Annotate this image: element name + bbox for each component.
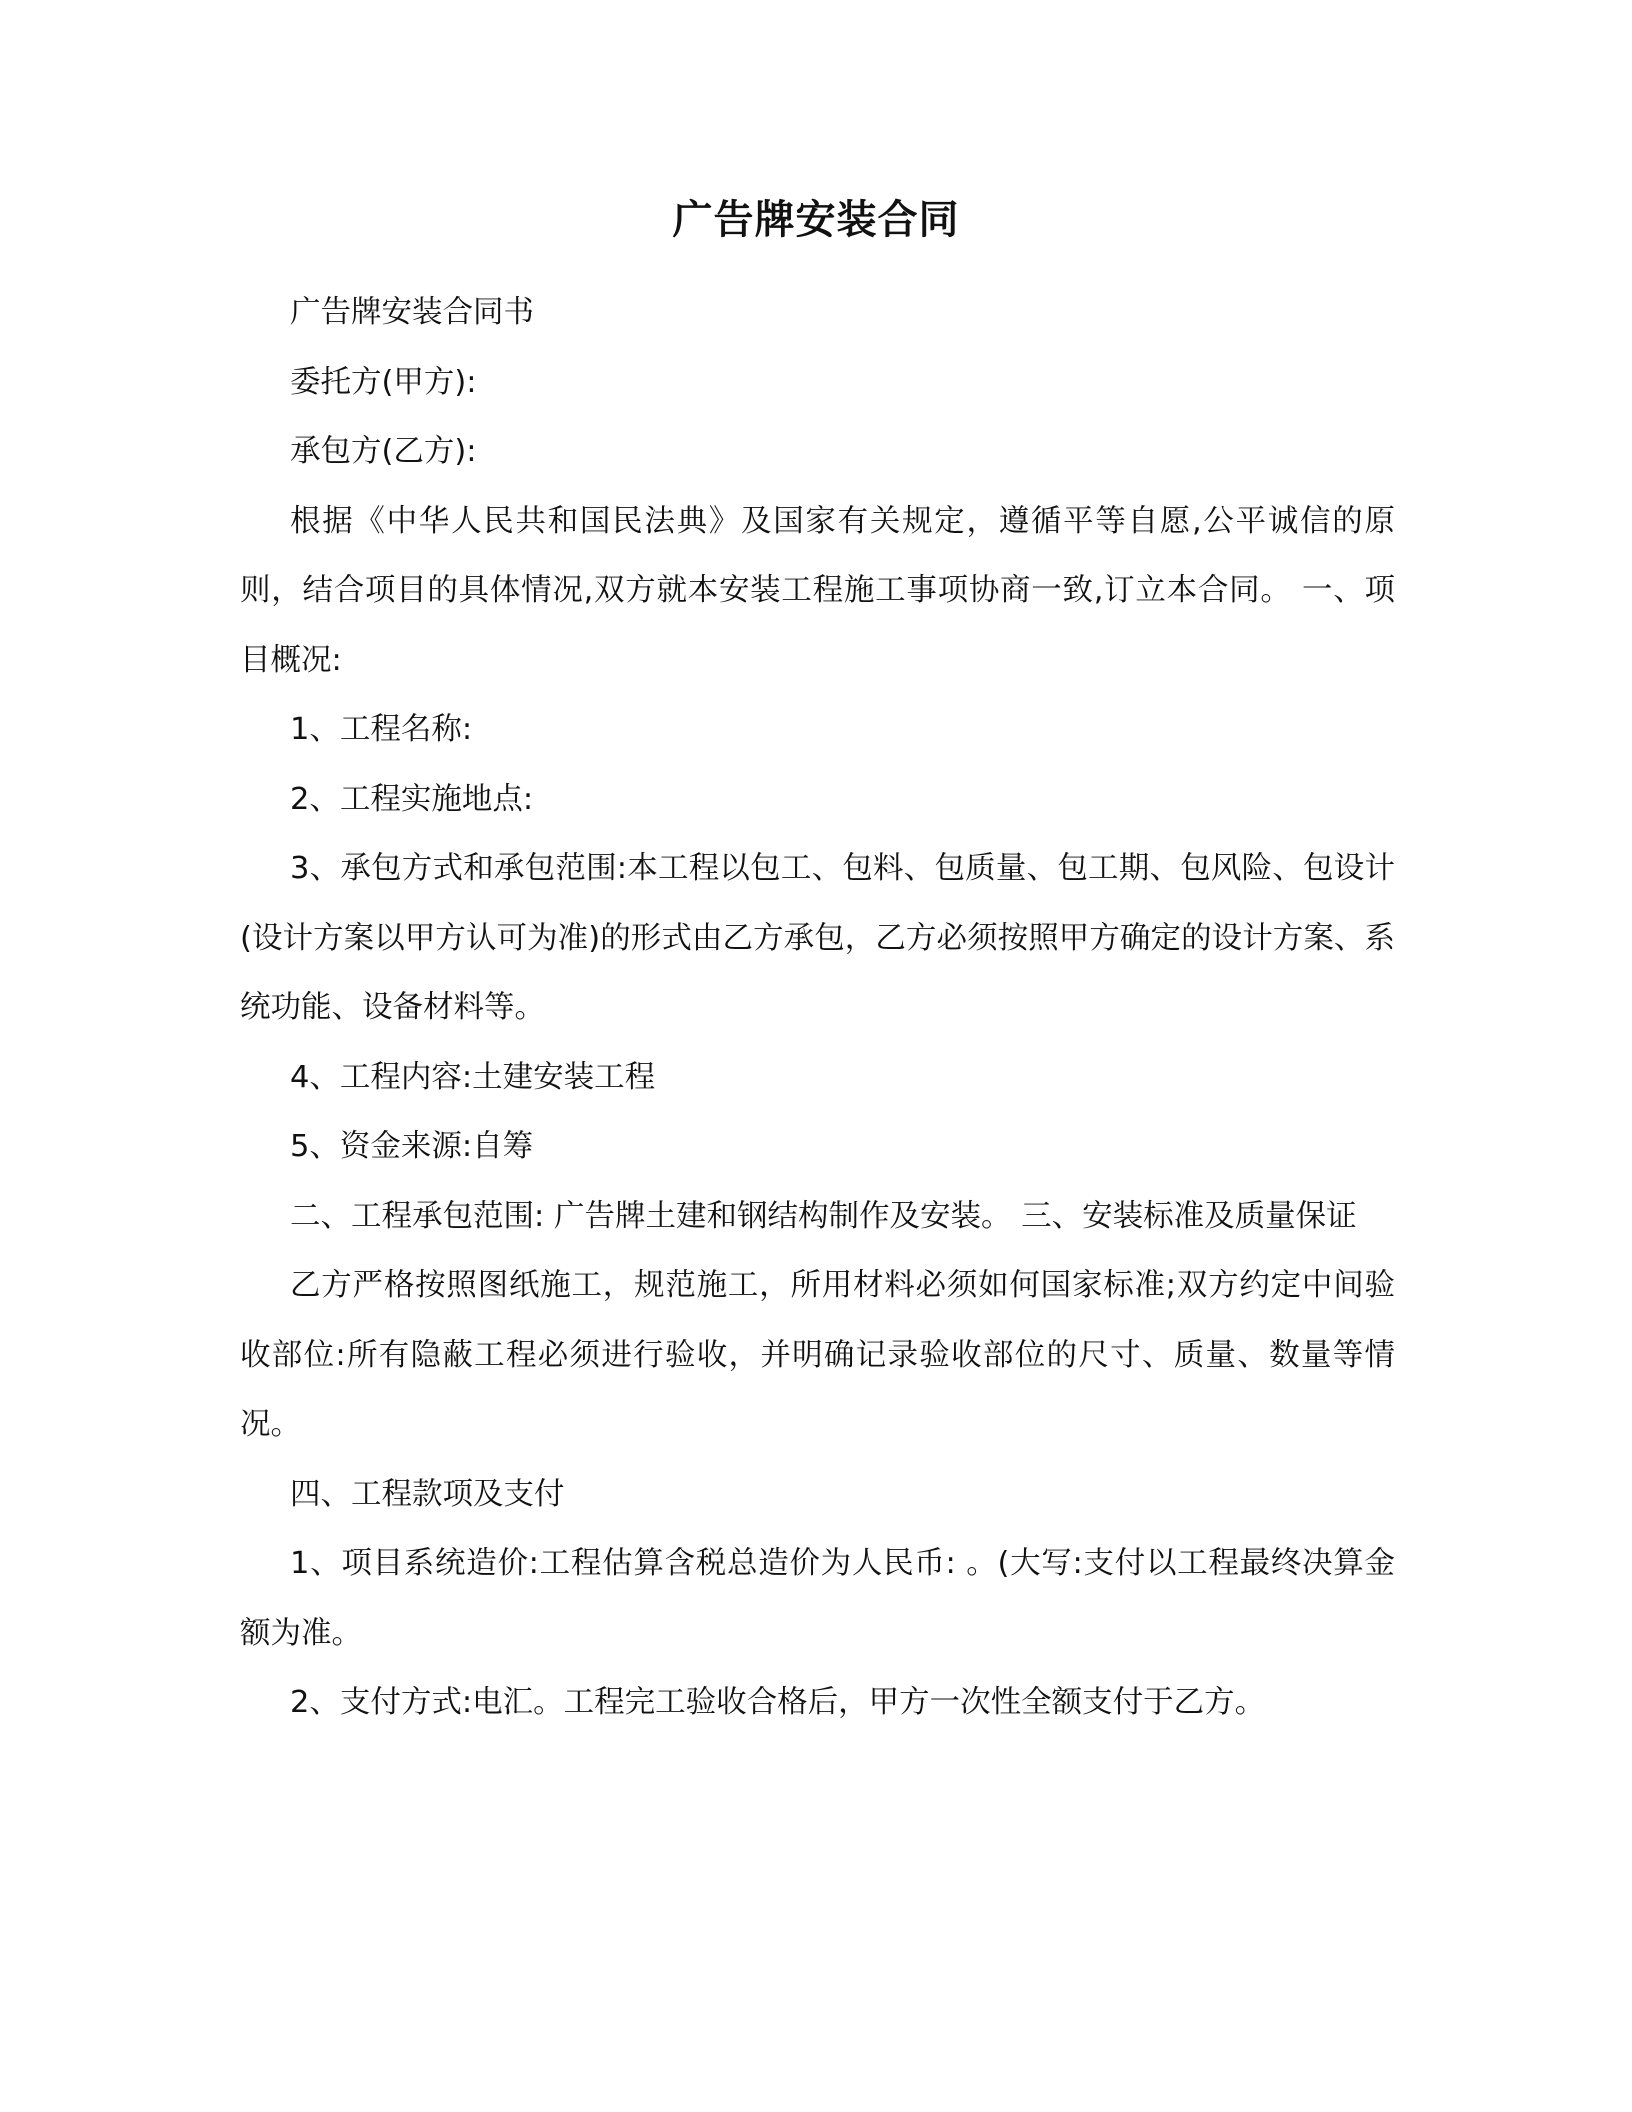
paragraph-payment-method: 2、支付方式:电汇。工程完工验收合格后，甲方一次性全额支付于乙方。	[290, 1685, 1266, 1720]
document-body	[240, 278, 1395, 1738]
paragraph-party-b: 承包方(乙方):	[290, 434, 477, 469]
paragraph-project-name: 1、工程名称:	[290, 712, 473, 747]
paragraph-project-location: 2、工程实施地点:	[290, 781, 534, 817]
paragraph-funding-source: 5、资金来源:自筹	[290, 1129, 534, 1164]
paragraph-section-two-three: 二、工程承包范围: 广告牌土建和钢结构制作及安装。 三、安装标准及质量保证	[290, 1198, 1357, 1234]
paragraph-section-four: 四、工程款项及支付	[290, 1476, 565, 1512]
paragraph-quality-terms: 乙方严格按照图纸施工，规范施工，所用材料必须如何国家标准;双方约定中间验收部位:所有隐蔽工程必须进行验收，并明确记录验收部位的尺寸、质量、数量等情况。	[240, 1268, 1395, 1442]
paragraph-project-content: 4、工程内容:土建安装工程	[290, 1059, 656, 1095]
document-title: 广告牌安装合同	[672, 197, 960, 243]
paragraph-preamble: 根据《中华人民共和国民法典》及国家有关规定，遵循平等自愿,公平诚信的原则，结合项目的具体情况,双方就本安装工程施工事项协商一致,订立本合同。 一、项目概况:	[240, 503, 1395, 678]
paragraph-contract-scope: 3、承包方式和承包范围:本工程以包工、包料、包质量、包工期、包风险、包设计(设计方案以甲方认可为准)的形式由乙方承包，乙方必须按照甲方确定的设计方案、系统功能、设备材料等。	[240, 851, 1395, 1025]
paragraph-party-a: 委托方(甲方):	[290, 364, 477, 400]
paragraph-project-cost: 1、项目系统造价:工程估算含税总造价为人民币: 。(大写:支付以工程最终决算金额为准。	[240, 1546, 1395, 1651]
paragraph-contract-heading: 广告牌安装合同书	[290, 295, 534, 330]
